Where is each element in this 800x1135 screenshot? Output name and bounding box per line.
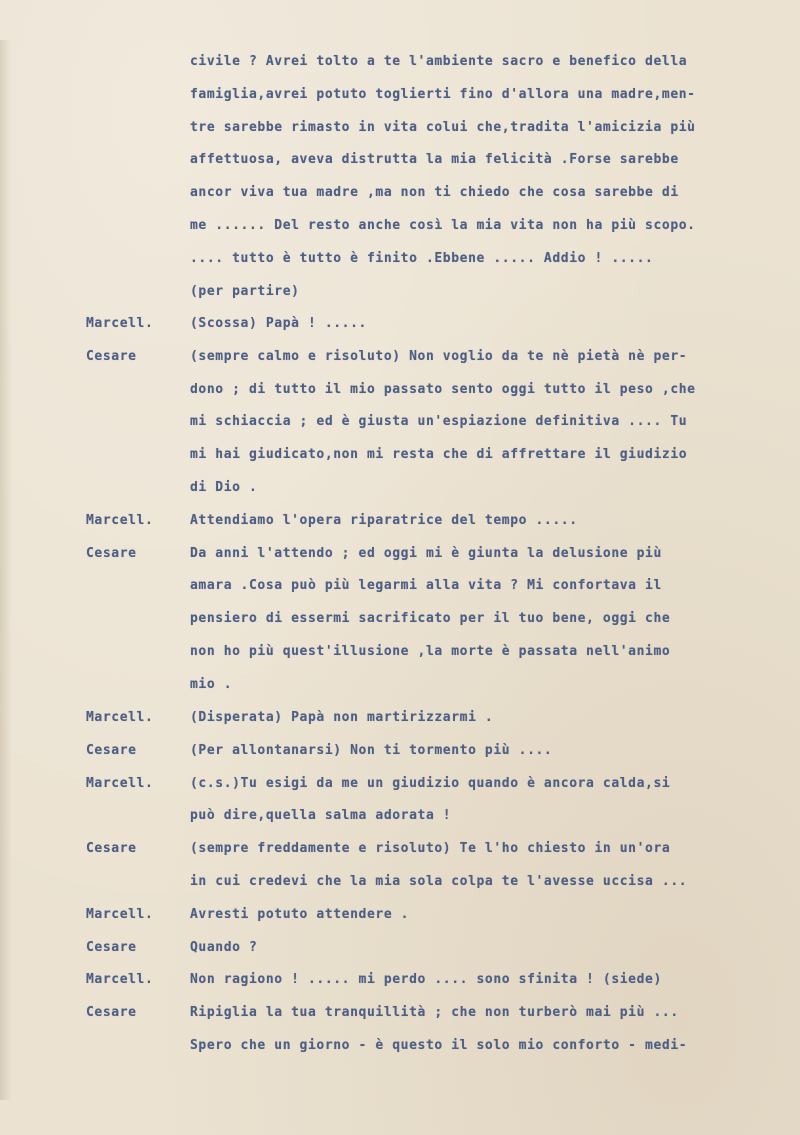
text-line-6: me ...... Del resto anche così la mia vita non ha più scopo. <box>190 218 696 233</box>
dialogue-line: (c.s.)Tu esigi da me un giudizio quando è ancora calda,si <box>190 776 671 791</box>
dialogue-line: Avresti potuto attendere . <box>190 907 410 922</box>
speaker-label: Cesare <box>86 743 137 758</box>
paper-fold-shadow <box>0 40 12 1100</box>
speaker-label: Cesare <box>86 841 137 856</box>
text-line-8: (per partire) <box>190 284 300 299</box>
dialogue-line: Ripiglia la tua tranquillità ; che non turberò mai più ... <box>190 1005 679 1020</box>
text-line-4: affettuosa, aveva distrutta la mia felicità .Forse sarebbe <box>190 152 679 167</box>
speaker-label: Cesare <box>86 349 137 364</box>
dialogue-line: (sempre freddamente e risoluto) Te l'ho chiesto in un'ora <box>190 841 671 856</box>
text-line-19: non ho più quest'illusione ,la morte è passata nell'animo <box>190 644 671 659</box>
speaker-label: Marcell. <box>86 316 154 331</box>
text-line-5: ancor viva tua madre ,ma non ti chiedo che cosa sarebbe di <box>190 185 679 200</box>
text-line-11: dono ; di tutto il mio passato sento oggi tutto il peso ,che <box>190 382 696 397</box>
text-line-24: può dire,quella salma adorata ! <box>190 808 452 823</box>
dialogue-line: Non ragiono ! ..... mi perdo .... sono sfinita ! (siede) <box>190 972 662 987</box>
speaker-label: Cesare <box>86 546 137 561</box>
text-line-1: civile ? Avrei tolto a te l'ambiente sacro e benefico della <box>190 54 688 69</box>
speaker-label: Marcell. <box>86 513 154 528</box>
text-line-14: di Dio . <box>190 480 258 495</box>
dialogue-line: Da anni l'attendo ; ed oggi mi è giunta la delusione più <box>190 546 662 561</box>
speaker-label: Marcell. <box>86 710 154 725</box>
dialogue-line: (sempre calmo e risoluto) Non voglio da te nè pietà nè per- <box>190 349 688 364</box>
text-line-31: Spero che un giorno - è questo il solo mio conforto - medi- <box>190 1038 688 1053</box>
text-line-18: pensiero di essermi sacrificato per il tuo bene, oggi che <box>190 611 671 626</box>
text-line-13: mi hai giudicato,non mi resta che di affrettare il giudizio <box>190 447 688 462</box>
speaker-label: Marcell. <box>86 907 154 922</box>
speaker-label: Cesare <box>86 940 137 955</box>
speaker-label: Marcell. <box>86 972 154 987</box>
text-line-17: amara .Cosa può più legarmi alla vita ? Mi confortava il <box>190 578 662 593</box>
dialogue-line: Attendiamo l'opera riparatrice del tempo ..... <box>190 513 578 528</box>
speaker-label: Cesare <box>86 1005 137 1020</box>
speaker-label: Marcell. <box>86 776 154 791</box>
text-line-12: mi schiaccia ; ed è giusta un'espiazione definitiva .... Tu <box>190 414 688 429</box>
text-line-26: in cui credevi che la mia sola colpa te l'avesse uccisa ... <box>190 874 688 889</box>
dialogue-line: (Per allontanarsi) Non ti tormento più .... <box>190 743 553 758</box>
dialogue-line: (Scossa) Papà ! ..... <box>190 316 367 331</box>
dialogue-line: Quando ? <box>190 940 258 955</box>
text-line-20: mio . <box>190 677 233 692</box>
dialogue-line: (Disperata) Papà non martirizzarmi . <box>190 710 494 725</box>
text-line-7: .... tutto è tutto è finito .Ebbene ..... Addio ! ..... <box>190 251 654 266</box>
text-line-3: tre sarebbe rimasto in vita colui che,tradita l'amicizia più <box>190 120 696 135</box>
text-line-2: famiglia,avrei potuto toglierti fino d'allora una madre,men- <box>190 87 696 102</box>
